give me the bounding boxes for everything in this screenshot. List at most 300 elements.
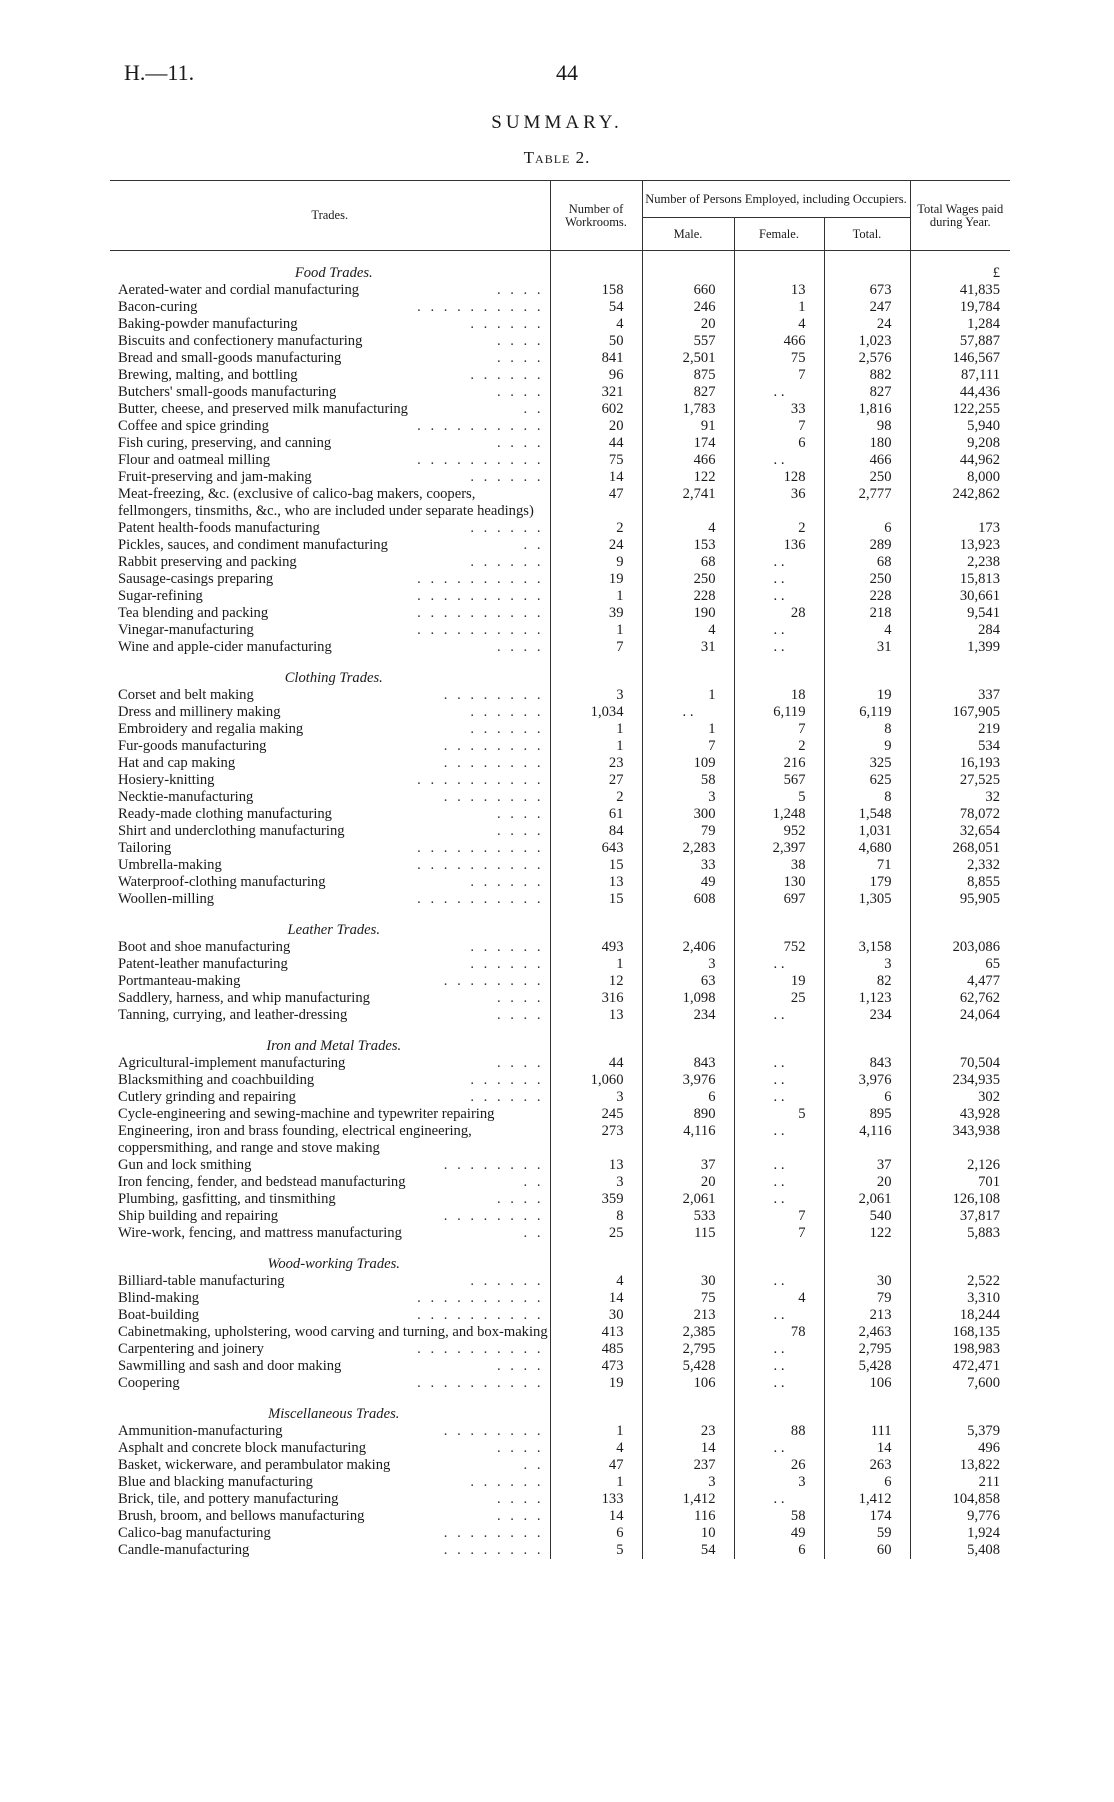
total-cell: 263 [824, 1457, 910, 1474]
male-cell: 843 [642, 1055, 734, 1072]
male-cell: 33 [642, 857, 734, 874]
trade-name: Butter, cheese, and preserved milk manufacturing [118, 401, 408, 417]
trade-name: Portmanteau-making [118, 973, 241, 989]
workrooms-cell: 23 [550, 755, 642, 772]
trade-name-cell [110, 1508, 550, 1525]
female-cell: 49 [734, 1525, 824, 1542]
female-cell: . . [734, 1341, 824, 1358]
male-cell: 91 [642, 418, 734, 435]
female-cell: 88 [734, 1423, 824, 1440]
total-cell: 106 [824, 1375, 910, 1392]
trade-name: Coopering [118, 1375, 180, 1391]
section-spacer-cell [824, 251, 910, 283]
leader-dots: . . . . [496, 1055, 544, 1071]
male-cell: 660 [642, 282, 734, 299]
section-spacer-cell [642, 1242, 734, 1273]
header-total-wages: Total Wages paid during Year. [910, 181, 1010, 251]
trade-name-cell [110, 1423, 550, 1440]
wages-cell: 5,883 [910, 1225, 1010, 1242]
table-row [110, 639, 1010, 656]
trade-name: Cycle-engineering and sewing-machine and typewriter repairing [118, 1106, 495, 1122]
workrooms-cell: 4 [550, 1440, 642, 1457]
trade-name-cell [110, 891, 550, 908]
total-cell: 325 [824, 755, 910, 772]
currency-symbol: £ [910, 251, 1010, 283]
wages-cell: 13,923 [910, 537, 1010, 554]
workrooms-cell: 5 [550, 1542, 642, 1559]
wages-cell: 1,924 [910, 1525, 1010, 1542]
trade-name-cell [110, 704, 550, 721]
leader-dots: . . . . . . [470, 939, 544, 955]
trade-name-cell [110, 1089, 550, 1106]
header-male: Male. [642, 218, 734, 251]
summary-table [110, 180, 1010, 1559]
female-cell: 13 [734, 282, 824, 299]
workrooms-cell: 1,034 [550, 704, 642, 721]
workrooms-cell: 1 [550, 721, 642, 738]
male-cell: 875 [642, 367, 734, 384]
wages-cell: 211 [910, 1474, 1010, 1491]
female-cell: . . [734, 588, 824, 605]
workrooms-cell: 7 [550, 639, 642, 656]
trade-name: Brewing, malting, and bottling [118, 367, 298, 383]
male-cell: 3 [642, 956, 734, 973]
table-row [110, 1358, 1010, 1375]
leader-dots: . . . . . . . . [443, 1208, 544, 1224]
total-cell: 6 [824, 1089, 910, 1106]
total-cell: 60 [824, 1542, 910, 1559]
male-cell: 63 [642, 973, 734, 990]
section-spacer-cell [734, 1392, 824, 1423]
workrooms-cell: 8 [550, 1208, 642, 1225]
section-spacer-cell [910, 1242, 1010, 1273]
table-row [110, 1423, 1010, 1440]
workrooms-cell: 13 [550, 1157, 642, 1174]
workrooms-cell: 1 [550, 622, 642, 639]
table-row [110, 1007, 1010, 1024]
male-cell: 23 [642, 1423, 734, 1440]
trade-name: Patent-leather manufacturing [118, 956, 288, 972]
table-row [110, 738, 1010, 755]
trade-name: Candle-manufacturing [118, 1542, 250, 1558]
total-cell: 247 [824, 299, 910, 316]
section-spacer-cell [910, 656, 1010, 687]
table-row [110, 554, 1010, 571]
wages-cell: 198,983 [910, 1341, 1010, 1358]
total-cell: 213 [824, 1307, 910, 1324]
wages-cell: 284 [910, 622, 1010, 639]
female-cell: . . [734, 1174, 824, 1191]
male-cell: 3 [642, 1474, 734, 1491]
leader-dots: . . . . . . . . [443, 973, 544, 989]
leader-dots: . . [523, 1457, 544, 1473]
total-cell: 24 [824, 316, 910, 333]
section-title: Iron and Metal Trades. [266, 1038, 402, 1054]
wages-cell: 234,935 [910, 1072, 1010, 1089]
total-cell: 289 [824, 537, 910, 554]
total-cell: 895 [824, 1106, 910, 1123]
leader-dots: . . . . . . . . . . [417, 1341, 544, 1357]
male-cell: 300 [642, 806, 734, 823]
trade-name: Patent health-foods manufacturing [118, 520, 320, 536]
wages-cell: 87,111 [910, 367, 1010, 384]
table-row [110, 588, 1010, 605]
trade-name: Meat-freezing, &c. (exclusive of calico-bag makers, coopers, fellmongers, tinsmiths, &c., who are included under separate headings) [118, 486, 534, 519]
male-cell: 2,283 [642, 840, 734, 857]
male-cell: . . [642, 704, 734, 721]
trade-name: Aerated-water and cordial manufacturing [118, 282, 360, 298]
workrooms-cell: 3 [550, 1089, 642, 1106]
female-cell: 697 [734, 891, 824, 908]
workrooms-cell: 316 [550, 990, 642, 1007]
male-cell: 54 [642, 1542, 734, 1559]
total-cell: 1,816 [824, 401, 910, 418]
table-row [110, 1375, 1010, 1392]
wages-cell: 30,661 [910, 588, 1010, 605]
document-reference: H.—11. [124, 60, 195, 85]
wages-cell: 472,471 [910, 1358, 1010, 1375]
leader-dots: . . . . . . . . [443, 1157, 544, 1173]
section-heading-row [110, 908, 1010, 939]
table-row [110, 605, 1010, 622]
workrooms-cell: 50 [550, 333, 642, 350]
female-cell: . . [734, 1440, 824, 1457]
wages-cell: 5,379 [910, 1423, 1010, 1440]
leader-dots: . . . . . . . . . . [417, 772, 544, 788]
trade-name-cell [110, 350, 550, 367]
female-cell: 25 [734, 990, 824, 1007]
female-cell: 4 [734, 316, 824, 333]
female-cell: 5 [734, 1106, 824, 1123]
male-cell: 557 [642, 333, 734, 350]
trade-name-cell [110, 857, 550, 874]
female-cell: . . [734, 571, 824, 588]
total-cell: 2,061 [824, 1191, 910, 1208]
wages-cell: 18,244 [910, 1307, 1010, 1324]
header-trades: Trades. [110, 181, 550, 251]
female-cell: . . [734, 1358, 824, 1375]
total-cell: 30 [824, 1273, 910, 1290]
wages-cell: 302 [910, 1089, 1010, 1106]
trade-name-cell [110, 1375, 550, 1392]
table-row [110, 1491, 1010, 1508]
leader-dots: . . . . . . . . . . [417, 605, 544, 621]
leader-dots: . . . . . . [470, 956, 544, 972]
leader-dots: . . . . . . . . [443, 1423, 544, 1439]
section-spacer-cell [910, 1024, 1010, 1055]
leader-dots: . . . . . . . . . . [417, 571, 544, 587]
trade-name-cell [110, 452, 550, 469]
wages-cell: 43,928 [910, 1106, 1010, 1123]
trade-name-cell [110, 384, 550, 401]
table-row [110, 1208, 1010, 1225]
table-title: Table 2. [523, 148, 591, 167]
trade-name-cell [110, 401, 550, 418]
table-row [110, 333, 1010, 350]
trade-name-cell [110, 1072, 550, 1089]
trade-name-cell [110, 299, 550, 316]
page-number: 44 [556, 60, 578, 85]
trade-name: Hat and cap making [118, 755, 236, 771]
page-title: SUMMARY. [491, 112, 623, 133]
female-cell: 7 [734, 1225, 824, 1242]
female-cell: 752 [734, 939, 824, 956]
female-cell: 136 [734, 537, 824, 554]
trade-name: Necktie-manufacturing [118, 789, 254, 805]
wages-cell: 2,126 [910, 1157, 1010, 1174]
trade-name: Umbrella-making [118, 857, 222, 873]
male-cell: 2,741 [642, 486, 734, 520]
leader-dots: . . . . . . [470, 704, 544, 720]
female-cell: 2 [734, 520, 824, 537]
female-cell: . . [734, 384, 824, 401]
trade-name: Billiard-table manufacturing [118, 1273, 285, 1289]
trade-name-cell [110, 973, 550, 990]
trade-name: Flour and oatmeal milling [118, 452, 270, 468]
table-row [110, 1457, 1010, 1474]
leader-dots: . . . . . . . . . . [417, 622, 544, 638]
female-cell: . . [734, 1055, 824, 1072]
total-cell: 4,680 [824, 840, 910, 857]
table-row [110, 1055, 1010, 1072]
workrooms-cell: 2 [550, 520, 642, 537]
wages-cell: 1,284 [910, 316, 1010, 333]
section-spacer-cell [824, 908, 910, 939]
leader-dots: . . . . . . . . [443, 789, 544, 805]
wages-cell: 168,135 [910, 1324, 1010, 1341]
leader-dots: . . . . . . . . [443, 1542, 544, 1558]
male-cell: 1 [642, 721, 734, 738]
female-cell: 6 [734, 435, 824, 452]
table-row [110, 1474, 1010, 1491]
total-cell: 4 [824, 622, 910, 639]
trade-name-cell [110, 1208, 550, 1225]
table-row [110, 857, 1010, 874]
section-spacer-cell [642, 908, 734, 939]
male-cell: 10 [642, 1525, 734, 1542]
wages-cell: 2,522 [910, 1273, 1010, 1290]
trade-name-cell [110, 1157, 550, 1174]
male-cell: 1 [642, 687, 734, 704]
female-cell: . . [734, 1491, 824, 1508]
trade-name: Brush, broom, and bellows manufacturing [118, 1508, 365, 1524]
total-cell: 827 [824, 384, 910, 401]
female-cell: 7 [734, 418, 824, 435]
total-cell: 9 [824, 738, 910, 755]
section-title: Miscellaneous Trades. [268, 1406, 400, 1422]
table-row [110, 874, 1010, 891]
section-spacer-cell [734, 656, 824, 687]
trade-name: Woollen-milling [118, 891, 215, 907]
female-cell: 78 [734, 1324, 824, 1341]
table-row [110, 939, 1010, 956]
male-cell: 58 [642, 772, 734, 789]
wages-cell: 203,086 [910, 939, 1010, 956]
trade-name: Gun and lock smithing [118, 1157, 252, 1173]
total-cell: 3,976 [824, 1072, 910, 1089]
table-row [110, 1324, 1010, 1341]
leader-dots: . . [523, 1174, 544, 1190]
table-row [110, 469, 1010, 486]
male-cell: 237 [642, 1457, 734, 1474]
trade-name: Iron fencing, fender, and bedstead manufacturing [118, 1174, 406, 1190]
female-cell: 216 [734, 755, 824, 772]
leader-dots: . . . . . . [470, 721, 544, 737]
workrooms-cell: 6 [550, 1525, 642, 1542]
male-cell: 75 [642, 1290, 734, 1307]
table-row [110, 721, 1010, 738]
female-cell: 36 [734, 486, 824, 520]
trade-name: Biscuits and confectionery manufacturing [118, 333, 363, 349]
header-workrooms: Number of Workrooms. [550, 181, 642, 251]
leader-dots: . . . . [496, 823, 544, 839]
total-cell: 250 [824, 571, 910, 588]
total-cell: 1,023 [824, 333, 910, 350]
trade-name: Tailoring [118, 840, 172, 856]
workrooms-cell: 14 [550, 469, 642, 486]
female-cell: . . [734, 1191, 824, 1208]
total-cell: 882 [824, 367, 910, 384]
leader-dots: . . . . [496, 1358, 544, 1374]
trade-name-cell [110, 1341, 550, 1358]
trade-name-cell [110, 789, 550, 806]
female-cell: . . [734, 554, 824, 571]
total-cell: 8 [824, 721, 910, 738]
section-spacer-cell [550, 908, 642, 939]
male-cell: 122 [642, 469, 734, 486]
section-spacer-cell [910, 1392, 1010, 1423]
female-cell: 26 [734, 1457, 824, 1474]
section-spacer-cell [642, 656, 734, 687]
male-cell: 3 [642, 789, 734, 806]
leader-dots: . . . . [496, 990, 544, 1006]
leader-dots: . . . . [496, 1508, 544, 1524]
female-cell: . . [734, 452, 824, 469]
wages-cell: 95,905 [910, 891, 1010, 908]
total-cell: 1,031 [824, 823, 910, 840]
male-cell: 4,116 [642, 1123, 734, 1157]
wages-cell: 9,541 [910, 605, 1010, 622]
table-row [110, 622, 1010, 639]
leader-dots: . . . . [496, 282, 544, 298]
workrooms-cell: 359 [550, 1191, 642, 1208]
female-cell: 130 [734, 874, 824, 891]
header-total: Total. [824, 218, 910, 251]
section-spacer-cell [550, 1242, 642, 1273]
male-cell: 1,783 [642, 401, 734, 418]
table-row [110, 1273, 1010, 1290]
section-spacer-cell [910, 908, 1010, 939]
leader-dots: . . . . . . . . . . [417, 1290, 544, 1306]
male-cell: 115 [642, 1225, 734, 1242]
section-spacer-cell [824, 1024, 910, 1055]
workrooms-cell: 3 [550, 1174, 642, 1191]
male-cell: 79 [642, 823, 734, 840]
workrooms-cell: 47 [550, 1457, 642, 1474]
trade-name-cell [110, 418, 550, 435]
wages-cell: 44,962 [910, 452, 1010, 469]
wages-cell: 242,862 [910, 486, 1010, 520]
wages-cell: 337 [910, 687, 1010, 704]
male-cell: 246 [642, 299, 734, 316]
male-cell: 30 [642, 1273, 734, 1290]
trade-name: Fish curing, preserving, and canning [118, 435, 332, 451]
wages-cell: 15,813 [910, 571, 1010, 588]
wages-cell: 32,654 [910, 823, 1010, 840]
trade-name-cell [110, 840, 550, 857]
workrooms-cell: 15 [550, 857, 642, 874]
trade-name-cell [110, 939, 550, 956]
workrooms-cell: 321 [550, 384, 642, 401]
wages-cell: 27,525 [910, 772, 1010, 789]
section-heading-row [110, 656, 1010, 687]
workrooms-cell: 19 [550, 1375, 642, 1392]
total-cell: 82 [824, 973, 910, 990]
male-cell: 234 [642, 1007, 734, 1024]
section-spacer-cell [642, 1392, 734, 1423]
wages-cell: 7,600 [910, 1375, 1010, 1392]
trade-name-cell [110, 1055, 550, 1072]
trade-name-cell [110, 687, 550, 704]
leader-dots: . . . . [496, 384, 544, 400]
male-cell: 153 [642, 537, 734, 554]
trade-name-cell [110, 622, 550, 639]
wages-cell: 534 [910, 738, 1010, 755]
female-cell: 38 [734, 857, 824, 874]
male-cell: 228 [642, 588, 734, 605]
leader-dots: . . . . . . . . . . [417, 418, 544, 434]
total-cell: 180 [824, 435, 910, 452]
wages-cell: 122,255 [910, 401, 1010, 418]
trade-name: Tanning, currying, and leather-dressing [118, 1007, 348, 1023]
male-cell: 37 [642, 1157, 734, 1174]
total-cell: 843 [824, 1055, 910, 1072]
total-cell: 1,305 [824, 891, 910, 908]
workrooms-cell: 602 [550, 401, 642, 418]
leader-dots: . . . . . . [470, 469, 544, 485]
total-cell: 1,548 [824, 806, 910, 823]
trade-name: Fur-goods manufacturing [118, 738, 267, 754]
section-spacer-cell [734, 908, 824, 939]
table-row [110, 537, 1010, 554]
leader-dots: . . . . . . [470, 1474, 544, 1490]
total-cell: 2,795 [824, 1341, 910, 1358]
female-cell: 952 [734, 823, 824, 840]
male-cell: 2,795 [642, 1341, 734, 1358]
trade-name: Saddlery, harness, and whip manufacturing [118, 990, 370, 1006]
wages-cell: 496 [910, 1440, 1010, 1457]
leader-dots: . . . . . . [470, 1089, 544, 1105]
male-cell: 190 [642, 605, 734, 622]
wages-cell: 219 [910, 721, 1010, 738]
wages-cell: 1,399 [910, 639, 1010, 656]
table-row [110, 1191, 1010, 1208]
wages-cell: 4,477 [910, 973, 1010, 990]
female-cell: 18 [734, 687, 824, 704]
wages-cell: 37,817 [910, 1208, 1010, 1225]
workrooms-cell: 245 [550, 1106, 642, 1123]
male-cell: 116 [642, 1508, 734, 1525]
female-cell: 1,248 [734, 806, 824, 823]
total-cell: 1,123 [824, 990, 910, 1007]
section-title: Clothing Trades. [284, 670, 383, 686]
leader-dots: . . . . [496, 333, 544, 349]
leader-dots: . . . . . . [470, 1273, 544, 1289]
female-cell: 6 [734, 1542, 824, 1559]
total-cell: 466 [824, 452, 910, 469]
trade-name-cell [110, 469, 550, 486]
trade-name-cell [110, 1191, 550, 1208]
